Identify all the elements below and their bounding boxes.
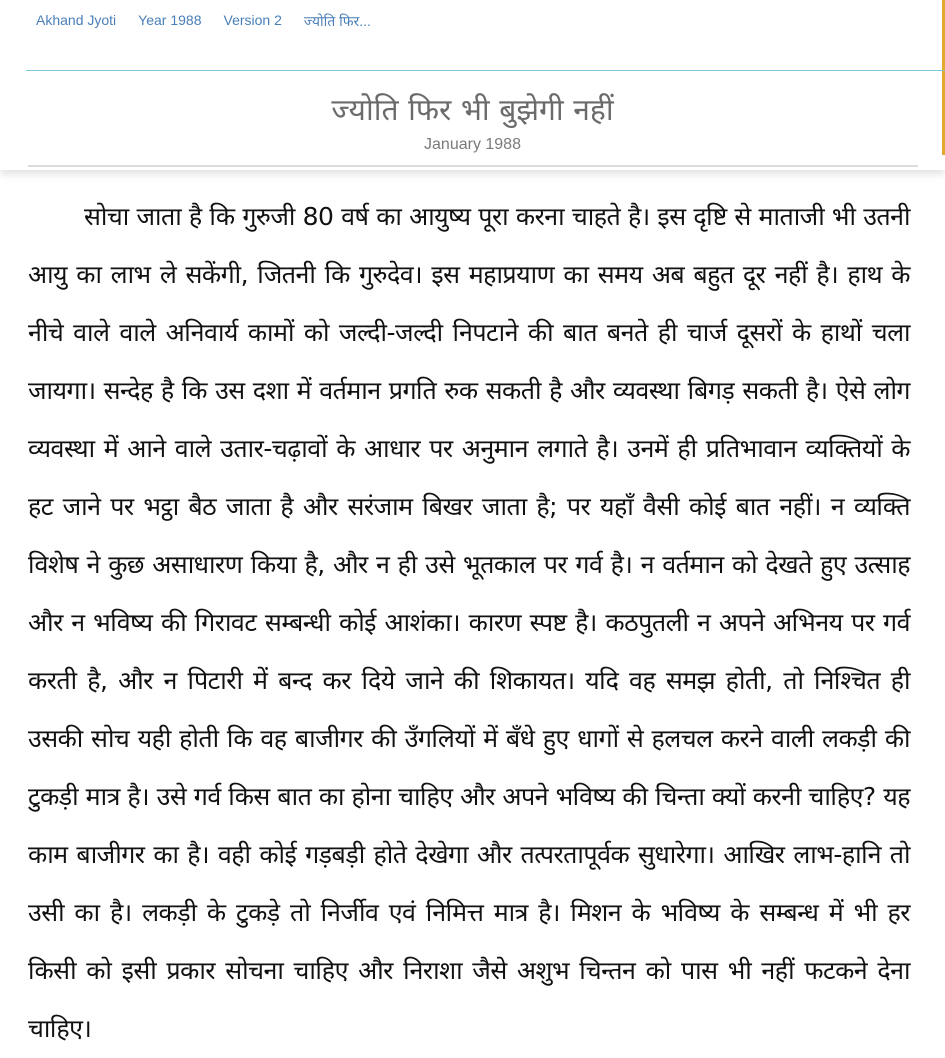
- article-body: सोचा जाता है कि गुरुजी 80 वर्ष का आयुष्य पूरा करना चाहते है। इस दृष्टि से माताजी भी उतनी आयु का लाभ ले सकेंगी, जितनी कि गुरुदेव। इस महाप्रयाण का समय अब बहुत दूर नहीं है। हाथ के नीचे वाले वाले अनिवार्य कामों को जल्दी-जल्दी निपटाने की बात बनते ही चार्ज दूसरों के हाथों चला जायगा। सन्देह है कि उस दशा में वर्तमान प्रगति रुक सकती है और व्यवस्था बिगड़ सकती है। ऐसे लोग व्यवस्था में आने वाले उतार-चढ़ावों के आधार पर अनुमान लगाते है। उनमें ही प्रतिभावान व्यक्तियों के हट जाने पर भट्ठा बैठ जाता है और सरंजाम बिखर जाता है; पर यहाँ वैसी कोई बात नहीं। न व्यक्ति विशेष ने कुछ असाधारण किया है, और न ही उसे भूतकाल पर गर्व है। न वर्तमान को देखते हुए उत्साह और न भविष्य की गिरावट सम्बन्धी कोई आशंका। कारण स्पष्ट है। कठपुतली न अपने अभिनय पर गर्व करती है, और न पिटारी में बन्द कर दिये जाने की शिकायत। यदि वह समझ होती, तो निश्चित ही उसकी सोच यही होती कि वह बाजीगर की उँगलियों में बँधे हुए धागों से हलचल करने वाली लकड़ी की टुकड़ी मात्र है। उसे गर्व किस बात का होना चाहिए और अपने भविष्य की चिन्ता क्यों करनी चाहिए? यह काम बाजीगर का है। वही कोई गड़बड़ी होते देखेगा और तत्परतापूर्वक सुधारेगा। आखिर लाभ-हानि तो उसी का है। लकड़ी के टुकड़े तो निर्जीव एवं निमित्त मात्र है। मिशन के भविष्य के सम्बन्ध में भी हर किसी को इसी प्रकार सोचना चाहिए और निराशा जैसे अशुभ चिन्तन को पास भी नहीं फटकने देना चाहिए।: [28, 202, 910, 1043]
- page-title: ज्योति फिर भी बुझेगी नहीं: [331, 93, 614, 128]
- article-date: January 1988: [424, 136, 521, 153]
- breadcrumb-current[interactable]: ज्योति फिर...: [303, 13, 371, 29]
- title-divider: [28, 165, 918, 167]
- breadcrumb-akhand-jyoti[interactable]: Akhand Jyoti: [36, 12, 117, 28]
- article-header: [0, 0, 945, 170]
- header-divider: [26, 70, 945, 71]
- breadcrumb: [36, 12, 371, 31]
- breadcrumb-year[interactable]: Year 1988: [138, 12, 202, 28]
- breadcrumb-version[interactable]: Version 2: [223, 12, 282, 28]
